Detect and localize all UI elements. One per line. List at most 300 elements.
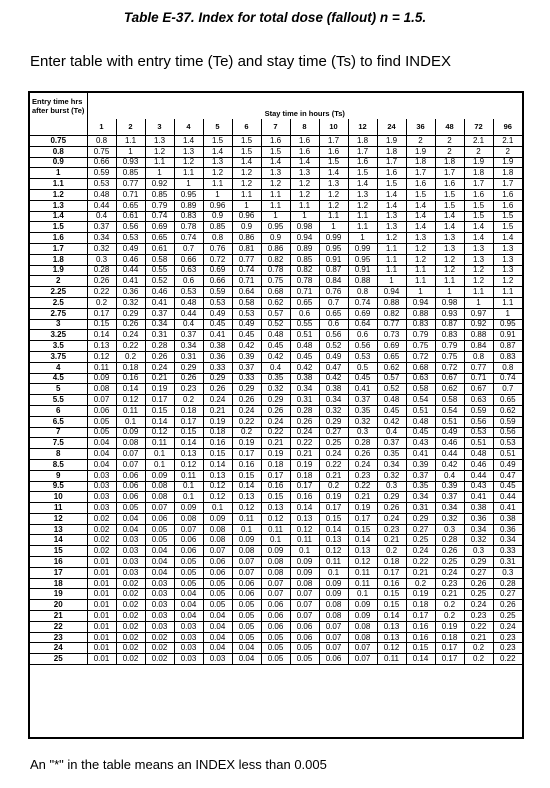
entry-time-cell: 18 (30, 578, 87, 589)
index-cell: 0.65 (493, 395, 522, 406)
index-cell: 0.63 (406, 373, 435, 384)
index-cell: 0.69 (145, 222, 174, 233)
index-cell: 0.85 (290, 254, 319, 265)
index-cell: 0.99 (319, 233, 348, 244)
entry-time-cell: 0.9 (30, 157, 87, 168)
index-cell: 0.93 (435, 308, 464, 319)
index-cell: 0.17 (145, 395, 174, 406)
entry-time-cell: 0.75 (30, 136, 87, 147)
table-row (30, 524, 522, 535)
index-cell: 0.05 (232, 600, 261, 611)
index-cell: 0.29 (232, 384, 261, 395)
index-cell: 1.1 (232, 189, 261, 200)
index-cell: 1.6 (290, 146, 319, 157)
index-cell: 0.08 (348, 621, 377, 632)
index-cell: 1.1 (377, 265, 406, 276)
index-cell: 0.86 (232, 233, 261, 244)
index-cell: 0.24 (464, 600, 493, 611)
column-header: 7 (261, 119, 290, 135)
index-cell: 0.05 (116, 503, 145, 514)
index-cell: 0.92 (464, 319, 493, 330)
index-cell: 0.53 (493, 438, 522, 449)
entry-time-cell: 4 (30, 362, 87, 373)
index-cell: 0.13 (348, 546, 377, 557)
index-cell: 0.25 (464, 589, 493, 600)
index-cell: 0.14 (145, 416, 174, 427)
index-cell: 1.2 (319, 189, 348, 200)
entry-time-cell: 1.5 (30, 222, 87, 233)
index-cell: 0.26 (348, 449, 377, 460)
index-cell: 0.29 (261, 395, 290, 406)
index-cell: 0.06 (116, 492, 145, 503)
index-cell: 1.4 (203, 146, 232, 157)
index-cell: 0.21 (377, 535, 406, 546)
index-cell: 0.16 (116, 373, 145, 384)
index-cell: 0.65 (116, 200, 145, 211)
index-cell: 0.61 (116, 211, 145, 222)
index-cell: 0.2 (406, 578, 435, 589)
index-cell: 0.13 (87, 341, 116, 352)
index-cell: 0.18 (290, 470, 319, 481)
index-cell: 0.71 (290, 287, 319, 298)
index-cell: 0.14 (116, 384, 145, 395)
index-cell: 0.12 (203, 481, 232, 492)
index-cell: 0.24 (261, 416, 290, 427)
index-cell: 0.11 (174, 470, 203, 481)
index-cell: 0.59 (203, 287, 232, 298)
index-cell: 0.11 (319, 557, 348, 568)
index-cell: 1.3 (348, 189, 377, 200)
index-cell: 0.25 (319, 438, 348, 449)
index-cell: 0.53 (116, 233, 145, 244)
index-cell: 0.13 (174, 449, 203, 460)
table-body (30, 136, 522, 665)
index-cell: 1.8 (348, 136, 377, 147)
table-row (30, 189, 522, 200)
index-cell: 0.04 (232, 643, 261, 654)
index-cell: 0.24 (116, 330, 145, 341)
index-cell: 0.24 (319, 449, 348, 460)
index-cell: 1.7 (435, 168, 464, 179)
index-cell: 0.66 (203, 276, 232, 287)
index-cell: 1 (493, 308, 522, 319)
index-cell: 0.4 (435, 470, 464, 481)
index-cell: 1 (406, 287, 435, 298)
index-cell: 0.26 (203, 384, 232, 395)
table-row (30, 567, 522, 578)
index-cell: 0.11 (87, 362, 116, 373)
index-cell: 0.12 (203, 492, 232, 503)
index-cell: 0.71 (464, 373, 493, 384)
index-cell: 0.03 (145, 600, 174, 611)
index-cell: 0.84 (319, 276, 348, 287)
table-row (30, 535, 522, 546)
table-row (30, 459, 522, 470)
index-cell: 0.38 (290, 373, 319, 384)
index-cell: 0.61 (145, 243, 174, 254)
index-cell: 0.07 (116, 459, 145, 470)
index-cell: 0.29 (203, 373, 232, 384)
index-cell: 1.4 (435, 222, 464, 233)
index-cell: 0.49 (493, 459, 522, 470)
index-cell: 0.11 (116, 405, 145, 416)
index-cell: 0.75 (87, 146, 116, 157)
index-cell: 0.22 (290, 438, 319, 449)
index-cell: 0.03 (87, 481, 116, 492)
index-cell: 0.1 (174, 492, 203, 503)
index-cell: 0.42 (377, 416, 406, 427)
index-cell: 1.6 (261, 136, 290, 147)
table-row (30, 632, 522, 643)
index-cell: 0.4 (87, 211, 116, 222)
index-cell: 0.05 (174, 557, 203, 568)
index-cell: 0.2 (435, 600, 464, 611)
index-cell: 1.7 (377, 157, 406, 168)
index-cell: 0.79 (145, 200, 174, 211)
index-cell: 0.09 (290, 557, 319, 568)
index-cell: 0.64 (232, 287, 261, 298)
index-cell: 0.53 (464, 427, 493, 438)
index-cell: 0.52 (261, 319, 290, 330)
index-cell: 2.1 (464, 136, 493, 147)
index-cell: 1.8 (406, 157, 435, 168)
index-cell: 0.77 (377, 319, 406, 330)
index-cell: 0.49 (203, 308, 232, 319)
index-cell: 0.28 (435, 535, 464, 546)
index-cell: 0.07 (232, 557, 261, 568)
index-cell: 0.15 (377, 600, 406, 611)
index-cell: 0.45 (493, 481, 522, 492)
index-cell: 2 (435, 146, 464, 157)
index-cell: 0.85 (145, 189, 174, 200)
index-cell: 0.8 (203, 233, 232, 244)
index-cell: 0.29 (174, 362, 203, 373)
entry-time-cell: 11 (30, 503, 87, 514)
index-cell: 0.11 (290, 535, 319, 546)
index-cell: 1.3 (290, 168, 319, 179)
index-cell: 0.17 (435, 643, 464, 654)
index-cell: 0.03 (174, 632, 203, 643)
index-cell: 0.12 (290, 524, 319, 535)
index-cell: 0.11 (377, 654, 406, 665)
index-cell: 0.45 (348, 373, 377, 384)
index-cell: 0.72 (203, 254, 232, 265)
index-table (28, 91, 524, 739)
index-cell: 1.2 (464, 276, 493, 287)
index-cell: 0.12 (319, 546, 348, 557)
index-cell: 1.3 (464, 254, 493, 265)
index-cell: 1.1 (290, 200, 319, 211)
index-cell: 1.3 (464, 243, 493, 254)
entry-time-cell: 2.25 (30, 287, 87, 298)
instruction-text: Enter table with entry time (Te) and stay time (Ts) to find INDEX (30, 53, 451, 70)
index-cell: 0.14 (232, 481, 261, 492)
index-cell: 1.5 (493, 222, 522, 233)
index-cell: 1.1 (145, 157, 174, 168)
index-cell: 0.07 (116, 449, 145, 460)
index-cell: 2 (493, 146, 522, 157)
index-cell: 0.23 (377, 524, 406, 535)
index-cell: 1.6 (406, 179, 435, 190)
index-cell: 0.28 (145, 341, 174, 352)
index-cell: 0.32 (464, 535, 493, 546)
index-cell: 0.48 (261, 330, 290, 341)
column-header: 12 (348, 119, 377, 135)
index-cell: 0.04 (145, 546, 174, 557)
index-cell: 0.3 (464, 546, 493, 557)
table-row (30, 330, 522, 341)
index-cell: 0.09 (261, 546, 290, 557)
index-cell: 0.23 (464, 611, 493, 622)
index-cell: 0.05 (174, 578, 203, 589)
index-cell: 1.8 (377, 146, 406, 157)
index-cell: 1.2 (174, 157, 203, 168)
index-cell: 0.07 (290, 589, 319, 600)
index-cell: 0.53 (174, 287, 203, 298)
index-cell: 0.13 (232, 492, 261, 503)
index-cell: 0.08 (203, 524, 232, 535)
index-cell: 0.12 (377, 643, 406, 654)
table-row (30, 341, 522, 352)
index-cell: 0.58 (145, 254, 174, 265)
index-cell: 0.15 (377, 589, 406, 600)
index-cell: 1 (435, 287, 464, 298)
entry-time-cell: 1.7 (30, 243, 87, 254)
index-cell: 0.04 (203, 611, 232, 622)
index-cell: 0.24 (406, 546, 435, 557)
index-cell: 0.03 (87, 492, 116, 503)
index-cell: 0.05 (87, 427, 116, 438)
index-cell: 0.74 (145, 211, 174, 222)
index-cell: 0.34 (319, 395, 348, 406)
index-cell: 1.4 (319, 168, 348, 179)
index-cell: 1.5 (348, 168, 377, 179)
index-cell: 0.68 (406, 362, 435, 373)
index-cell: 1 (174, 179, 203, 190)
index-cell: 0.7 (493, 384, 522, 395)
index-cell: 0.05 (145, 535, 174, 546)
index-cell: 0.21 (290, 449, 319, 460)
index-cell: 1.2 (377, 233, 406, 244)
index-cell: 0.06 (145, 513, 174, 524)
index-cell: 0.26 (261, 405, 290, 416)
index-cell: 0.08 (203, 535, 232, 546)
index-cell: 0.02 (116, 600, 145, 611)
entry-time-cell: 1.1 (30, 179, 87, 190)
index-cell: 0.4 (261, 362, 290, 373)
index-cell: 0.08 (145, 492, 174, 503)
index-cell: 0.02 (87, 535, 116, 546)
index-cell: 0.11 (261, 524, 290, 535)
entry-time-cell: 2.75 (30, 308, 87, 319)
column-header: 6 (232, 119, 261, 135)
index-cell: 0.51 (290, 330, 319, 341)
index-cell: 0.04 (145, 567, 174, 578)
index-cell: 0.04 (116, 513, 145, 524)
table-row (30, 395, 522, 406)
index-cell: 0.94 (406, 297, 435, 308)
index-cell: 0.24 (435, 567, 464, 578)
index-cell: 0.01 (87, 578, 116, 589)
index-cell: 0.17 (435, 654, 464, 665)
entry-time-cell: 9.5 (30, 481, 87, 492)
index-cell: 0.26 (377, 503, 406, 514)
index-cell: 1.3 (145, 136, 174, 147)
index-cell: 0.13 (290, 513, 319, 524)
index-cell: 0.07 (319, 632, 348, 643)
index-cell: 0.44 (493, 492, 522, 503)
index-cell: 0.74 (348, 297, 377, 308)
index-cell: 0.03 (174, 643, 203, 654)
index-cell: 0.37 (435, 492, 464, 503)
index-cell: 0.32 (435, 513, 464, 524)
index-cell: 1 (203, 189, 232, 200)
index-cell: 1 (232, 200, 261, 211)
index-cell: 0.46 (464, 459, 493, 470)
column-header: 48 (435, 119, 464, 135)
index-cell: 0.17 (348, 513, 377, 524)
index-cell: 0.06 (116, 481, 145, 492)
index-cell: 1.4 (464, 233, 493, 244)
index-cell: 0.94 (377, 287, 406, 298)
index-cell: 2 (406, 136, 435, 147)
index-cell: 1.7 (348, 146, 377, 157)
index-cell: 1 (261, 211, 290, 222)
index-cell: 1.1 (377, 254, 406, 265)
index-cell: 0.44 (464, 470, 493, 481)
table-row (30, 200, 522, 211)
index-cell: 0.22 (87, 287, 116, 298)
index-cell: 0.22 (493, 654, 522, 665)
index-cell: 0.45 (406, 427, 435, 438)
index-cell: 0.34 (464, 524, 493, 535)
index-cell: 0.04 (174, 600, 203, 611)
index-cell: 0.18 (406, 600, 435, 611)
index-cell: 0.07 (319, 643, 348, 654)
index-cell: 0.41 (145, 297, 174, 308)
index-cell: 0.59 (87, 168, 116, 179)
index-cell: 0.09 (174, 503, 203, 514)
index-cell: 0.31 (493, 557, 522, 568)
index-cell: 0.79 (406, 330, 435, 341)
entry-time-cell: 24 (30, 643, 87, 654)
index-cell: 0.48 (290, 341, 319, 352)
index-cell: 0.86 (261, 243, 290, 254)
index-cell: 0.77 (116, 179, 145, 190)
index-cell: 0.23 (174, 384, 203, 395)
index-cell: 0.17 (261, 470, 290, 481)
table-row (30, 179, 522, 190)
index-cell: 1.3 (406, 233, 435, 244)
index-cell: 0.02 (116, 578, 145, 589)
index-cell: 0.08 (348, 632, 377, 643)
index-cell: 0.22 (464, 621, 493, 632)
index-cell: 0.41 (116, 276, 145, 287)
entry-time-cell: 19 (30, 589, 87, 600)
index-cell: 1.2 (493, 276, 522, 287)
index-cell: 0.06 (232, 578, 261, 589)
index-cell: 0.24 (377, 513, 406, 524)
index-cell: 0.33 (203, 362, 232, 373)
index-cell: 0.42 (319, 373, 348, 384)
index-cell: 0.06 (319, 654, 348, 665)
index-cell: 0.03 (87, 503, 116, 514)
index-cell: 0.24 (290, 427, 319, 438)
index-cell: 0.34 (87, 233, 116, 244)
index-cell: 0.13 (377, 632, 406, 643)
index-cell: 0.19 (232, 438, 261, 449)
table-row (30, 654, 522, 665)
index-cell: 0.03 (145, 589, 174, 600)
index-cell: 0.87 (319, 265, 348, 276)
index-cell: 0.91 (493, 330, 522, 341)
index-cell: 0.6 (290, 308, 319, 319)
index-cell: 0.52 (377, 384, 406, 395)
index-cell: 0.85 (116, 168, 145, 179)
index-cell: 1.2 (319, 200, 348, 211)
index-cell: 1.3 (435, 243, 464, 254)
table-row (30, 136, 522, 147)
index-cell: 1.3 (319, 179, 348, 190)
index-cell: 0.3 (348, 427, 377, 438)
entry-time-cell: 1.2 (30, 189, 87, 200)
index-cell: 0.06 (261, 611, 290, 622)
index-cell: 0.22 (261, 427, 290, 438)
index-cell: 0.44 (435, 449, 464, 460)
index-cell: 0.96 (203, 200, 232, 211)
table-row (30, 351, 522, 362)
index-cell: 0.82 (261, 254, 290, 265)
index-cell: 0.09 (232, 535, 261, 546)
index-cell: 0.36 (493, 524, 522, 535)
entry-time-cell: 16 (30, 557, 87, 568)
table-row (30, 492, 522, 503)
index-cell: 0.03 (116, 557, 145, 568)
index-cell: 0.27 (406, 524, 435, 535)
entry-time-cell: 22 (30, 621, 87, 632)
index-cell: 0.26 (493, 600, 522, 611)
index-cell: 0.44 (87, 200, 116, 211)
index-cell: 1.2 (145, 146, 174, 157)
entry-time-cell: 25 (30, 654, 87, 665)
index-cell: 0.37 (406, 470, 435, 481)
index-cell: 0.45 (290, 351, 319, 362)
index-cell: 0.34 (435, 503, 464, 514)
index-cell: 0.49 (319, 351, 348, 362)
index-cell: 0.56 (116, 222, 145, 233)
index-cell: 0.27 (493, 589, 522, 600)
index-cell: 0.04 (174, 611, 203, 622)
index-cell: 1.4 (348, 179, 377, 190)
index-cell: 0.03 (203, 654, 232, 665)
index-cell: 0.1 (203, 503, 232, 514)
index-cell: 1.5 (261, 146, 290, 157)
index-cell: 0.23 (493, 632, 522, 643)
index-cell: 1 (464, 297, 493, 308)
index-cell: 0.32 (261, 384, 290, 395)
index-cell: 0.62 (377, 362, 406, 373)
index-cell: 0.2 (435, 611, 464, 622)
index-cell: 0.14 (174, 438, 203, 449)
index-cell: 0.77 (232, 254, 261, 265)
index-cell: 0.28 (290, 405, 319, 416)
index-cell: 0.8 (493, 362, 522, 373)
index-cell: 0.8 (87, 136, 116, 147)
index-cell: 0.11 (145, 438, 174, 449)
index-cell: 1.8 (435, 157, 464, 168)
index-cell: 0.78 (261, 265, 290, 276)
index-cell: 0.06 (232, 589, 261, 600)
